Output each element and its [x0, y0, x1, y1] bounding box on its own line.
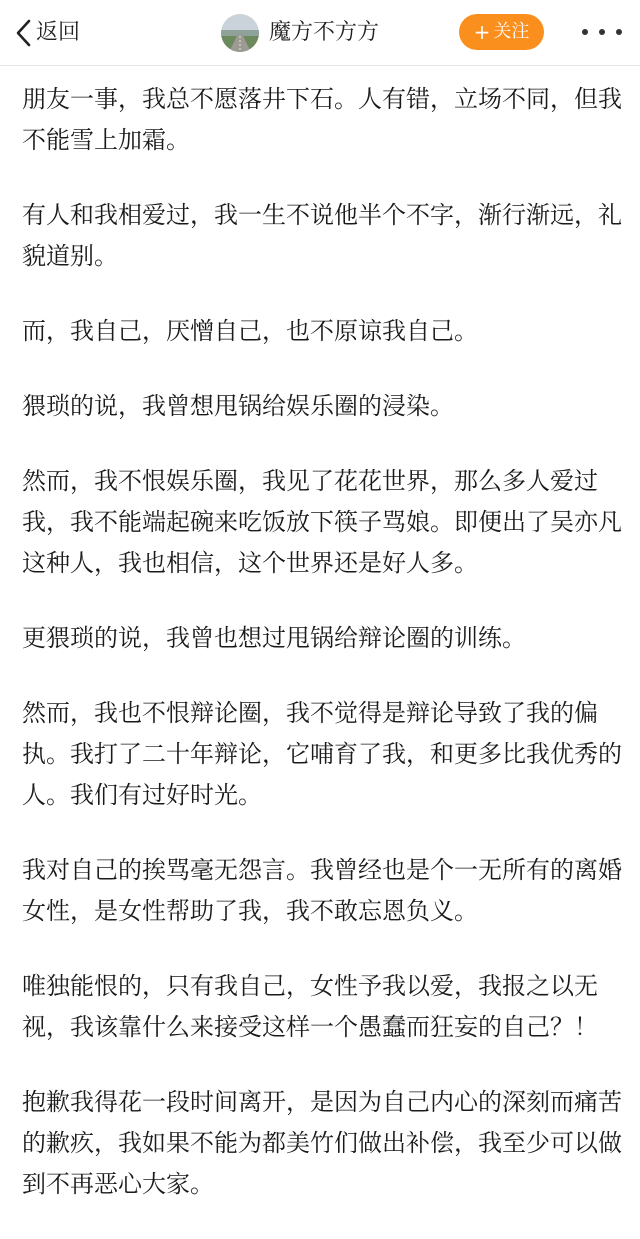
more-dot [582, 29, 588, 35]
more-dots-icon[interactable] [582, 20, 622, 44]
page-title: 魔方不方方 [269, 20, 380, 45]
more-dot [599, 29, 605, 35]
post-paragraph: 猥琐的说，我曾想甩锅给娱乐圈的浸染。 [22, 392, 454, 420]
follow-label: 关注 [493, 21, 530, 42]
profile-header[interactable] [221, 13, 379, 53]
follow-button[interactable] [459, 14, 544, 50]
back-label: 返回 [36, 20, 81, 45]
post-paragraph: 有人和我相爱过，我一生不说他半个不字，渐行渐远，礼貌道别。 [22, 201, 622, 270]
post-paragraph: 然而，我不恨娱乐圈，我见了花花世界，那么多人爱过我，我不能端起碗来吃饭放下筷子骂娘。即便出了吴亦凡这种人，我也相信，这个世界还是好人多。 [22, 467, 622, 577]
post-paragraph: 而，我自己，厌憎自己，也不原谅我自己。 [22, 317, 478, 345]
plus-icon: + [473, 20, 491, 44]
avatar[interactable] [221, 14, 259, 52]
chevron-left-icon [14, 18, 32, 48]
post-paragraph: 我对自己的挨骂毫无怨言。我曾经也是个一无所有的离婚女性，是女性帮助了我，我不敢忘恩负义。 [22, 856, 622, 925]
post-paragraph: 朋友一事，我总不愿落井下石。人有错，立场不同，但我不能雪上加霜。 [22, 85, 622, 154]
more-dot [616, 29, 622, 35]
post-paragraph: 更猥琐的说，我曾也想过甩锅给辩论圈的训练。 [22, 624, 526, 652]
post-content [22, 79, 624, 1239]
nav-bar [0, 0, 640, 66]
post-paragraph: 抱歉我得花一段时间离开，是因为自己内心的深刻而痛苦的歉疚，我如果不能为都美竹们做出补偿，我至少可以做到不再恶心大家。 [22, 1088, 622, 1198]
post-paragraph: 然而，我也不恨辩论圈，我不觉得是辩论导致了我的偏执。我打了二十年辩论，它哺育了我，和更多比我优秀的人。我们有过好时光。 [22, 699, 622, 809]
post-paragraph: 唯独能恨的，只有我自己，女性予我以爱，我报之以无视，我该靠什么来接受这样一个愚蠢而狂妄的自己？！ [22, 972, 598, 1041]
back-button[interactable] [14, 14, 80, 52]
